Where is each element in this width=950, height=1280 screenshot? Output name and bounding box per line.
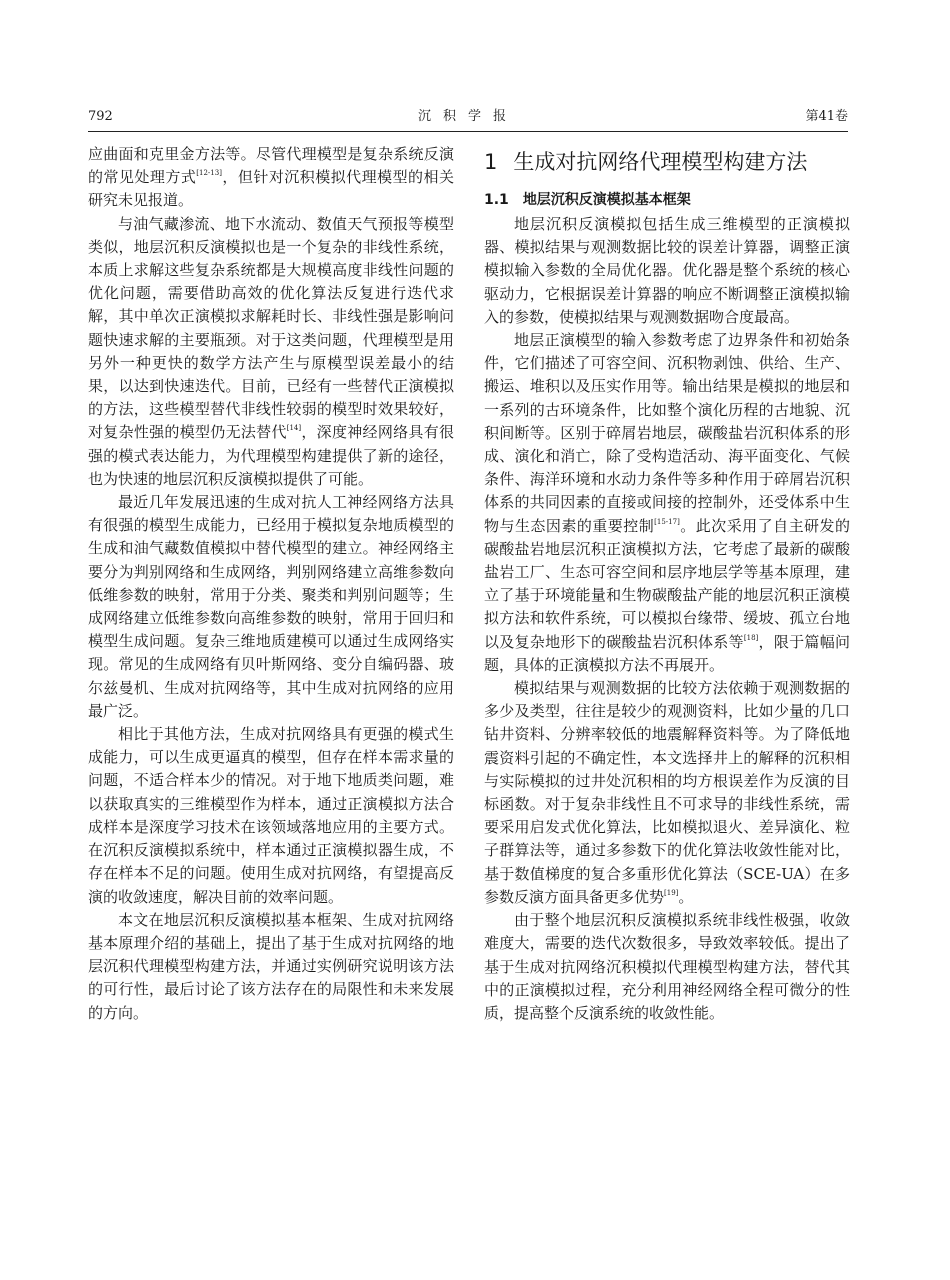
section-number: 1 (484, 150, 498, 174)
paragraph: 相比于其他方法，生成对抗网络具有更强的模式生成能力，可以生成更逼真的模型，但存在样本需求量的问题，不适合样本少的情况。对于地下地质类问题，难以获取真实的三维模型作为样本，通过正演模拟方法合成样本是深度学习技术在该领域落地应用的主要方式。在沉积反演模拟系统中，样本通过正演模拟器生成，不存在样本不足的问题。使用生成对抗网络，有望提高反演的收敛速度，解决目前的效率问题。 (88, 725, 454, 906)
right-column (484, 143, 850, 1025)
journal-title: 沉积学报 (417, 109, 518, 124)
subsection-number: 1.1 (484, 192, 509, 208)
paragraph: 模拟结果与观测数据的比较方法依赖于观测数据的多少及类型，往往是较少的观测资料，比如少量的几口钻井资料、分辨率较低的地震解释资料等。为了降低地震资料引起的不确定性，本文选择井上的解释的沉积相与实际模拟的过井处沉积相的均方根误差作为反演的目标函数。对于复杂非线性且不可求导的非线性系统，需要采用启发式优化算法，比如模拟退火、差异演化、粒子群算法等，通过多参数下的优化算法收敛性能对比，基于数值梯度的复合多重形优化算法（SCE-UA）在多参数反演方面具备更多优势[19]。 (484, 679, 850, 906)
paragraph: 本文在地层沉积反演模拟基本框架、生成对抗网络基本原理介绍的基础上，提出了基于生成对抗网络的地层沉积代理模型构建方法，并通过实例研究说明该方法的可行性，最后讨论了该方法存在的局限性和未来发展的方向。 (88, 910, 454, 1022)
paragraph: 应曲面和克里金方法等。尽管代理模型是复杂系统反演的常见处理方式[12-13]，但针对沉积模拟代理模型的相关研究未见报道。 (88, 145, 454, 210)
subsection-title: 地层沉积反演模拟基本框架 (522, 192, 691, 208)
citation[interactable]: [14] (286, 424, 302, 433)
volume-label: 第41卷 (805, 109, 848, 124)
citation[interactable]: [12-13] (196, 169, 222, 178)
section-heading (484, 145, 850, 179)
citation[interactable]: [15-17] (654, 517, 680, 526)
subsection-heading (484, 189, 850, 211)
header-rule (88, 131, 848, 132)
section-title: 生成对抗网络代理模型构建方法 (513, 150, 808, 174)
citation[interactable]: [19] (664, 888, 679, 897)
citation[interactable]: [18] (743, 633, 759, 642)
left-column (88, 143, 454, 1025)
paragraph: 地层正演模型的输入参数考虑了边界条件和初始条件，它们描述了可容空间、沉积物剥蚀、供给、生产、搬运、堆积以及压实作用等。输出结果是模拟的地层和一系列的古环境条件，比如整个演化历程的古地貌、沉积间断等。区别于碎屑岩地层，碳酸盐岩沉积体系的形成、演化和消亡，除了受构造活动、海平面变化、气候条件、海洋环境和水动力条件等多种作用于碎屑岩沉积体系的共同因素的直接或间接的控制外，还受体系中生物与生态因素的重要控制[15-17]。此次采用了自主研发的碳酸盐岩地层沉积正演模拟方法，它考虑了最新的碳酸盐岩工厂、生态可容空间和层序地层学等基本原理，建立了基于环境能量和生物碳酸盐产能的地层沉积正演模拟方法和软件系统，可以模拟台缘带、缓坡、孤立台地以及复杂地形下的碳酸盐岩沉积体系等[18]，限于篇幅问题，具体的正演模拟方法不再展开。 (484, 331, 850, 674)
paragraph: 由于整个地层沉积反演模拟系统非线性极强，收敛难度大，需要的迭代次数很多，导致效率较低。提出了基于生成对抗网络沉积模拟代理模型构建方法，替代其中的正演模拟过程，充分利用神经网络全程可微分的性质，提高整个反演系统的收敛性能。 (484, 911, 850, 1022)
page-number: 792 (88, 109, 113, 124)
paragraph: 地层沉积反演模拟包括生成三维模型的正演模拟器、模拟结果与观测数据比较的误差计算器，调整正演模拟输入参数的全局优化器。优化器是整个系统的核心驱动力，它根据误差计算器的响应不断调整正演模拟输入的参数，使模拟结果与观测数据吻合度最高。 (484, 215, 850, 326)
paragraph: 最近几年发展迅速的生成对抗人工神经网络方法具有很强的模型生成能力，已经用于模拟复杂地质模型的生成和油气藏数值模拟中替代模型的建立。神经网络主要分为判别网络和生成网络，判别网络建立高维参数向低维参数的映射，常用于分类、聚类和判别问题等；生成网络建立低维参数向高维参数的映射，常用于回归和模型生成问题。复杂三维地质建模可以通过生成网络实现。常见的生成网络有贝叶斯网络、变分自编码器、玻尔兹曼机、生成对抗网络等，其中生成对抗网络的应用最广泛。 (88, 493, 454, 720)
paragraph: 与油气藏渗流、地下水流动、数值天气预报等模型类似，地层沉积反演模拟也是一个复杂的非线性系统，本质上求解这些复杂系统都是大规模高度非线性问题的优化问题，需要借助高效的优化算法反复进行迭代求解，其中单次正演模拟求解耗时长、非线性强是影响问题快速求解的主要瓶颈。对于这类问题，代理模型是用另外一种更快的数学方法产生与原模型误差最小的结果，以达到快速迭代。目前，已经有一些替代正演模拟的方法，这些模型替代非线性较弱的模型时效果较好，对复杂性强的模型仍无法替代[14]，深度神经网络具有很强的模式表达能力，为代理模型构建提供了新的途径，也为快速的地层沉积反演模拟提供了可能。 (88, 214, 454, 488)
page-header (88, 106, 848, 128)
